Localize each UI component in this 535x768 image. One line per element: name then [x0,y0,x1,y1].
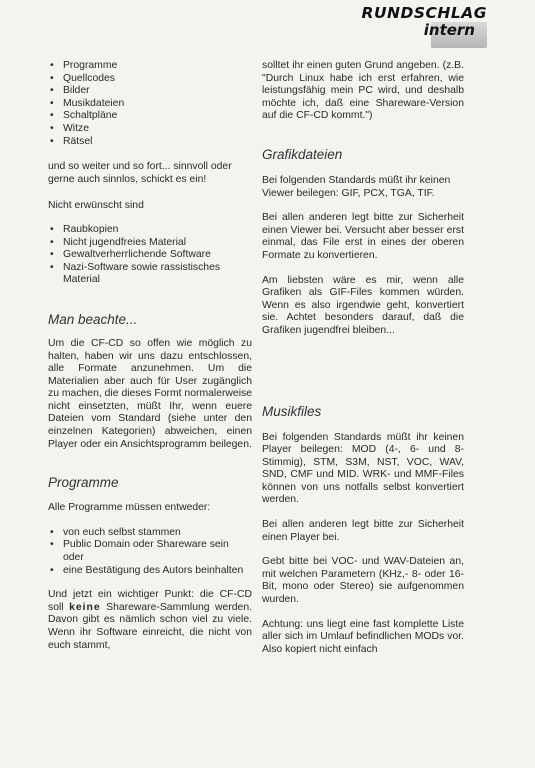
list-item: • Witze [48,123,252,136]
list-item: • Rätsel [48,136,252,149]
important-point-text-a: Und jetzt ein wichtiger Punkt: die CF-CD soll [48,589,252,613]
important-point-text-b: Shareware-Sammlung werden. Davon gibt es nämlich schon viel zu viele. Wenn ihr Software einreicht, die nicht von euch stammt, [48,601,253,651]
not-wanted-list [48,224,252,287]
list-item: • eine Bestätigung des Autors beinhalten [48,565,252,578]
paragraph-musik-standards: Bei folgenden Standards müßt ihr keinen Player beilegen: MOD (4-, 6- und 8-Stimmig), STM, S3M, NST, VOC, WAV, SND, CMF und MID. WRK- und MMF-Files können von uns notfalls selbst konvertiert werden. [262,431,464,506]
heading-musikfiles: Musikfiles [262,403,322,419]
keyword-keine: keine [69,601,101,613]
paragraph-programme-intro: Alle Programme müssen entweder: [48,502,211,514]
programme-requirements-list [48,527,252,577]
list-item: • Schaltpläne [48,110,252,123]
heading-man-beachte: Man beachte... [48,311,138,327]
list-item: • Nazi-Software sowie rassistisches Material [48,262,252,287]
paragraph-grafik-viewer: Bei allen anderen legt bitte zur Sicherheit einen Viewer bei. Versucht aber besser erst einmal, das File erst in eines der oberen Formate zu konvertieren. [262,212,464,261]
paragraph-and-so-on: und so weiter und so fort... sinnvoll oder gerne auch sinnlos, schickt es ein! [48,161,232,185]
paragraph-important-point [48,589,252,652]
list-item: • von euch selbst stammen [48,527,252,540]
paragraph-grafik-standards: Bei folgenden Standards müßt ihr keinen Viewer beilegen: GIF, PCX, TGA, TIF. [262,174,451,199]
list-item: • Quellcodes [48,73,252,86]
paragraph-good-reason: solltet ihr einen guten Grund angeben. (z.B. "Durch Linux habe ich erst erfahren, wie leistungsfähig mein PC wird, und deshalb möchte ich, daß eine Shareware-Version auf die CF-CD kommt.") [262,60,464,122]
paragraph-musik-player: Bei allen anderen legt bitte zur Sicherheit einen Player bei. [262,519,464,543]
list-item: • Gewaltverherrlichende Software [48,249,252,262]
paragraph-grafik-gif: Am liebsten wäre es mir, wenn alle Grafiken als GIF-Files kommen würden. Wenn es also irgendwie geht, konvertiert sie. Achtet besonders darauf, daß die Grafiken jugendfrei bleiben... [262,274,464,336]
right-column [262,60,464,656]
list-item: • Nicht jugendfreies Material [48,237,252,250]
list-item: • Raubkopien [48,224,252,237]
rundschlag-intern-logo [347,4,487,50]
list-item: • Musikdateien [48,98,252,111]
logo-line-1: RUNDSCHLAG [361,4,487,22]
list-item: • Programme [48,60,252,73]
logo-line-2: intern [423,21,475,39]
heading-grafikdateien: Grafikdateien [262,146,343,162]
list-item: • Public Domain oder Shareware sein oder [48,539,252,564]
paragraph-not-wanted: Nicht erwünscht sind [48,200,144,212]
left-column [48,60,252,652]
list-item: • Bilder [48,85,252,98]
paragraph-musik-parameters: Gebt bitte bei VOC- und WAV-Dateien an, mit welchen Parametern (KHz,- 8- oder 16-Bit, mono oder Stereo) sie aufgenommen wurden. [262,556,464,606]
heading-programme: Programme [48,475,119,491]
paragraph-musik-warning: Achtung: uns liegt eine fast komplette Liste aller sich im Umlauf befindlichen MODs vor. Also kopiert nicht einfach [262,618,464,655]
paragraph-man-beachte: Um die CF-CD so offen wie möglich zu halten, haben wir uns dazu entschlossen, alle Formate anzunehmen. Um die Materialien aber auch für User zugänglich zu machen, die dieses Formt normalerweise nicht einsetzten, müßt Ihr, wenn euere Dateien vom Standard (siehe unter den einzelnen Kategorien) abweichen, einen Player oder ein Ansichtsprogramm beilegen. [48,337,252,450]
submission-list [48,60,252,148]
